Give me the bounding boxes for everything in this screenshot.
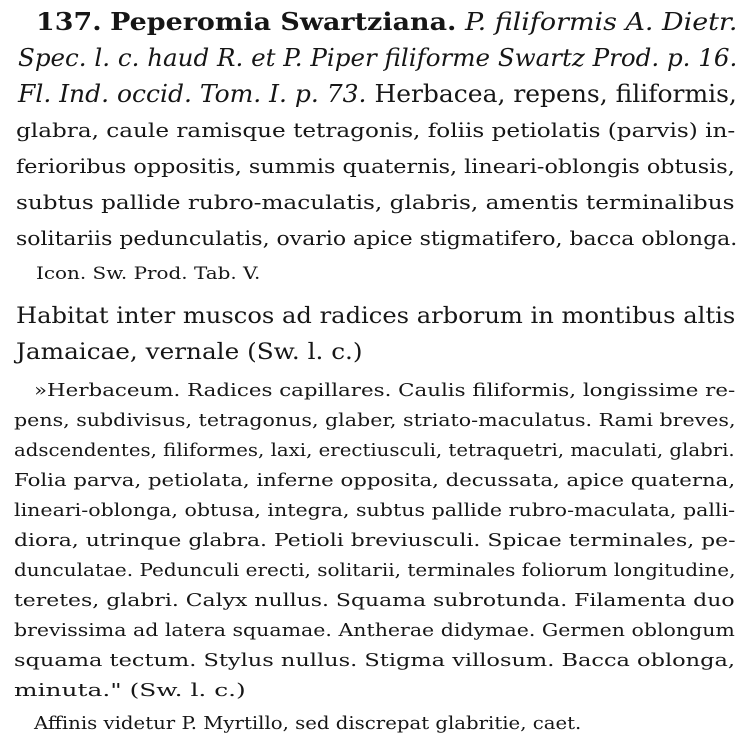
habitat-line: Habitat inter muscos ad radices arborum in montibus altis [16, 304, 736, 329]
quoted-description-line: dunculatae. Pedunculi erecti, solitarii, terminales foliorum longitudine, [14, 560, 736, 581]
quoted-description-line: »Herbaceum. Radices capillares. Caulis filiformis, longissime re- [34, 380, 736, 401]
quoted-description-line: Folia parva, petiolata, inferne opposita, decussata, apice quaterna, [14, 470, 736, 491]
icon-reference: Icon. Sw. Prod. Tab. V. [36, 264, 261, 284]
habitat-line: Jamaicae, vernale (Sw. l. c.) [16, 340, 363, 365]
quoted-description-line: adscendentes, filiformes, laxi, erectiusculi, tetraquetri, maculati, glabri. [14, 440, 735, 461]
description-line: subtus pallide rubro-maculatis, glabris, amentis terminalibus [16, 190, 735, 214]
quoted-description-line: squama tectum. Stylus nullus. Stigma villosum. Bacca oblonga, [14, 650, 736, 671]
quoted-description-line: brevissima ad latera squamae. Antherae didymae. Germen oblongum [14, 620, 735, 641]
synonym: P. filiformis A. Dietr. [464, 8, 738, 36]
species-name: Peperomia Swartziana. [110, 7, 457, 36]
description-line: ferioribus oppositis, summis quaternis, lineari-oblongis obtusis, [16, 154, 735, 178]
quoted-description-line: teretes, glabri. Calyx nullus. Squama subrotunda. Filamenta duo [14, 590, 735, 611]
citation: Fl. Ind. occid. Tom. I. p. 73. [18, 80, 367, 108]
closing-remark: Affinis videtur P. Myrtillo, sed discrepat glabritie, caet. [34, 713, 582, 734]
description-start: Herbacea, repens, filiformis, [374, 80, 737, 108]
citation-line [18, 82, 737, 106]
entry-number: 137. [36, 7, 102, 36]
quoted-description-line: lineari-oblonga, obtusa, integra, subtus pallide rubro-maculata, palli- [14, 500, 736, 521]
quoted-description-line: pens, subdivisus, tetragonus, glaber, striato-maculatus. Rami breves, [14, 410, 736, 431]
description-line: glabra, caule ramisque tetragonis, foliis petiolatis (parvis) in- [16, 118, 736, 142]
description-line: solitariis pedunculatis, ovario apice stigmatifero, bacca oblonga. [16, 226, 738, 250]
quoted-description-line: diora, utrinque glabra. Petioli breviusculi. Spicae terminales, pe- [14, 530, 736, 551]
entry-heading-line [36, 7, 738, 36]
reference-line: Spec. l. c. haud R. et P. Piper filiforme Swartz Prod. p. 16. [18, 44, 738, 72]
quoted-description-line: minuta." (Sw. l. c.) [14, 680, 246, 701]
